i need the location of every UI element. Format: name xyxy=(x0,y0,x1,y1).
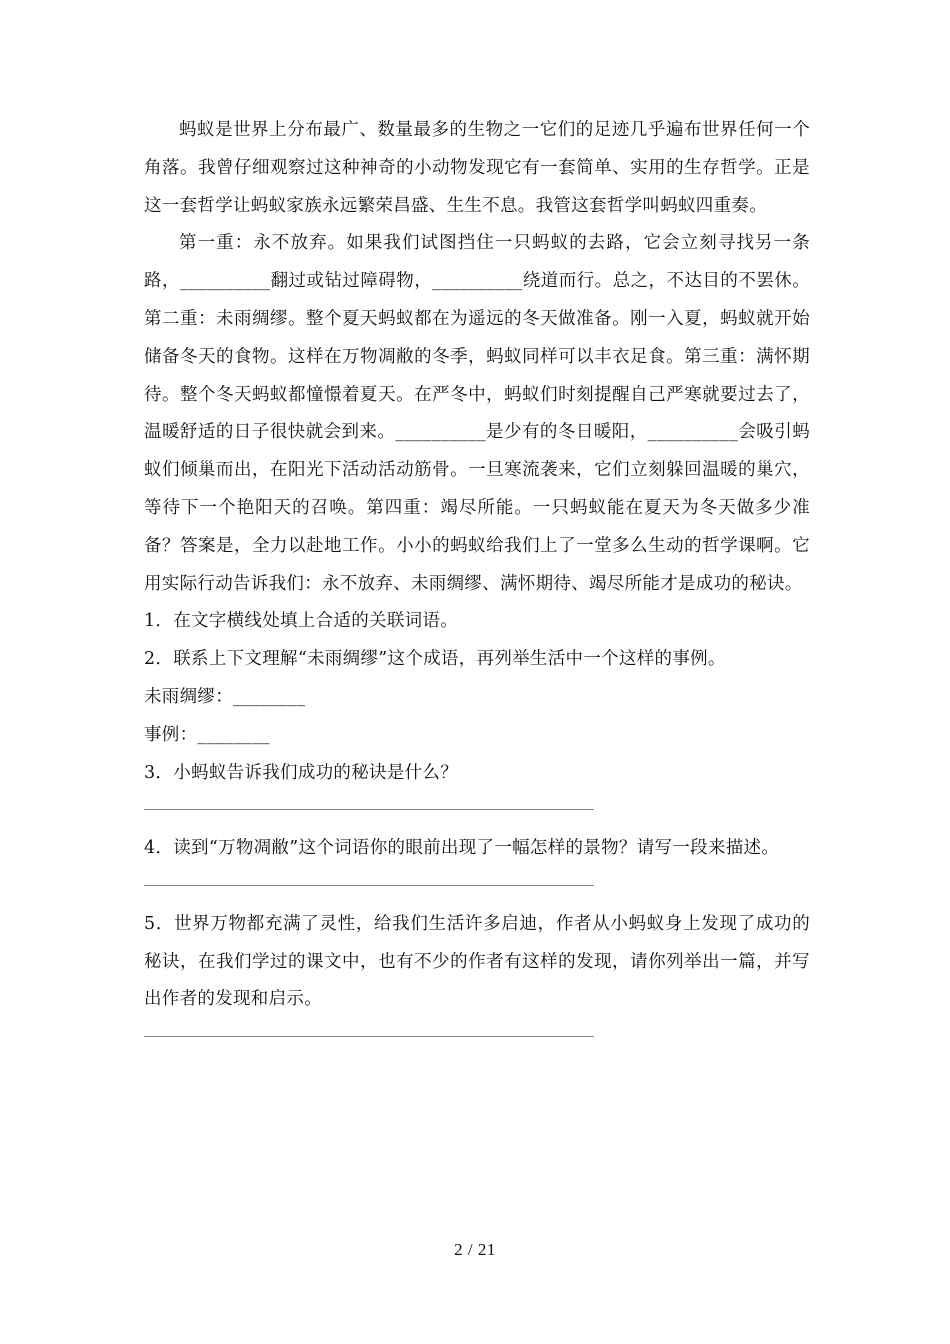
answer-line-4[interactable] xyxy=(144,868,810,906)
document-page xyxy=(144,112,810,1057)
question-2: 2．联系上下文理解“未雨绸缪”这个成语，再列举生活中一个这样的事例。 xyxy=(144,649,726,670)
question-5: 5．世界万物都充满了灵性，给我们生活许多启迪，作者从小蚂蚁身上发现了成功的秘诀，在我们学过的课文中，也有不少的作者有这样的发现，请你列举出一篇，并写出作者的发现和启示。 xyxy=(144,913,810,1010)
answer-rule xyxy=(144,1036,594,1037)
answer-rule xyxy=(144,809,594,810)
answer-rule xyxy=(144,885,594,886)
question-2-blank-idiom[interactable]: 未雨绸缪：________ xyxy=(144,686,306,707)
question-2-blank-example[interactable]: 事例：________ xyxy=(144,724,270,745)
passage-paragraph-1: 蚂蚁是世界上分布最广、数量最多的生物之一它们的足迹几乎遍布世界任何一个角落。我曾仔细观察过这种神奇的小动物发现它有一套简单、实用的生存哲学。正是这一套哲学让蚂蚁家族永远繁荣昌盛、生生不息。我管这套哲学叫蚂蚁四重奏。 xyxy=(144,120,810,216)
answer-line-3[interactable] xyxy=(144,792,810,830)
answer-line-5[interactable] xyxy=(144,1019,810,1057)
passage-paragraph-2: 第一重：永不放弃。如果我们试图挡住一只蚂蚁的去路，它会立刻寻找另一条路，__________翻过或钻过障碍物，__________绕道而行。总之，不达目的不罢休。第二重：未雨绸缪。整个夏天蚂蚁都在为遥远的冬天做准备。刚一入夏，蚂蚁就开始储备冬天的食物。这样在万物凋敝的冬季，蚂蚁同样可以丰衣足食。第三重：满怀期待。整个冬天蚂蚁都憧憬着夏天。在严冬中，蚂蚁们时刻提醒自己严寒就要过去了，温暖舒适的日子很快就会到来。__________是少有的冬日暖阳，__________会吸引蚂蚁们倾巢而出，在阳光下活动活动筋骨。一旦寒流袭来，它们立刻躲回温暖的巢穴，等待下一个艳阳天的召唤。第四重：竭尽所能。一只蚂蚁能在夏天为冬天做多少准备？答案是，全力以赴地工作。小小的蚂蚁给我们上了一堂多么生动的哲学课啊。它用实际行动告诉我们：永不放弃、未雨绸缪、满怀期待、竭尽所能才是成功的秘诀。 xyxy=(144,233,810,594)
question-4: 4．读到“万物凋敝”这个词语你的眼前出现了一幅怎样的景物？请写一段来描述。 xyxy=(144,838,780,859)
question-3: 3．小蚂蚁告诉我们成功的秘诀是什么？ xyxy=(144,762,459,783)
page-number: 2 / 21 xyxy=(454,1240,496,1259)
question-1: 1．在文字横线处填上合适的关联词语。 xyxy=(144,611,459,632)
